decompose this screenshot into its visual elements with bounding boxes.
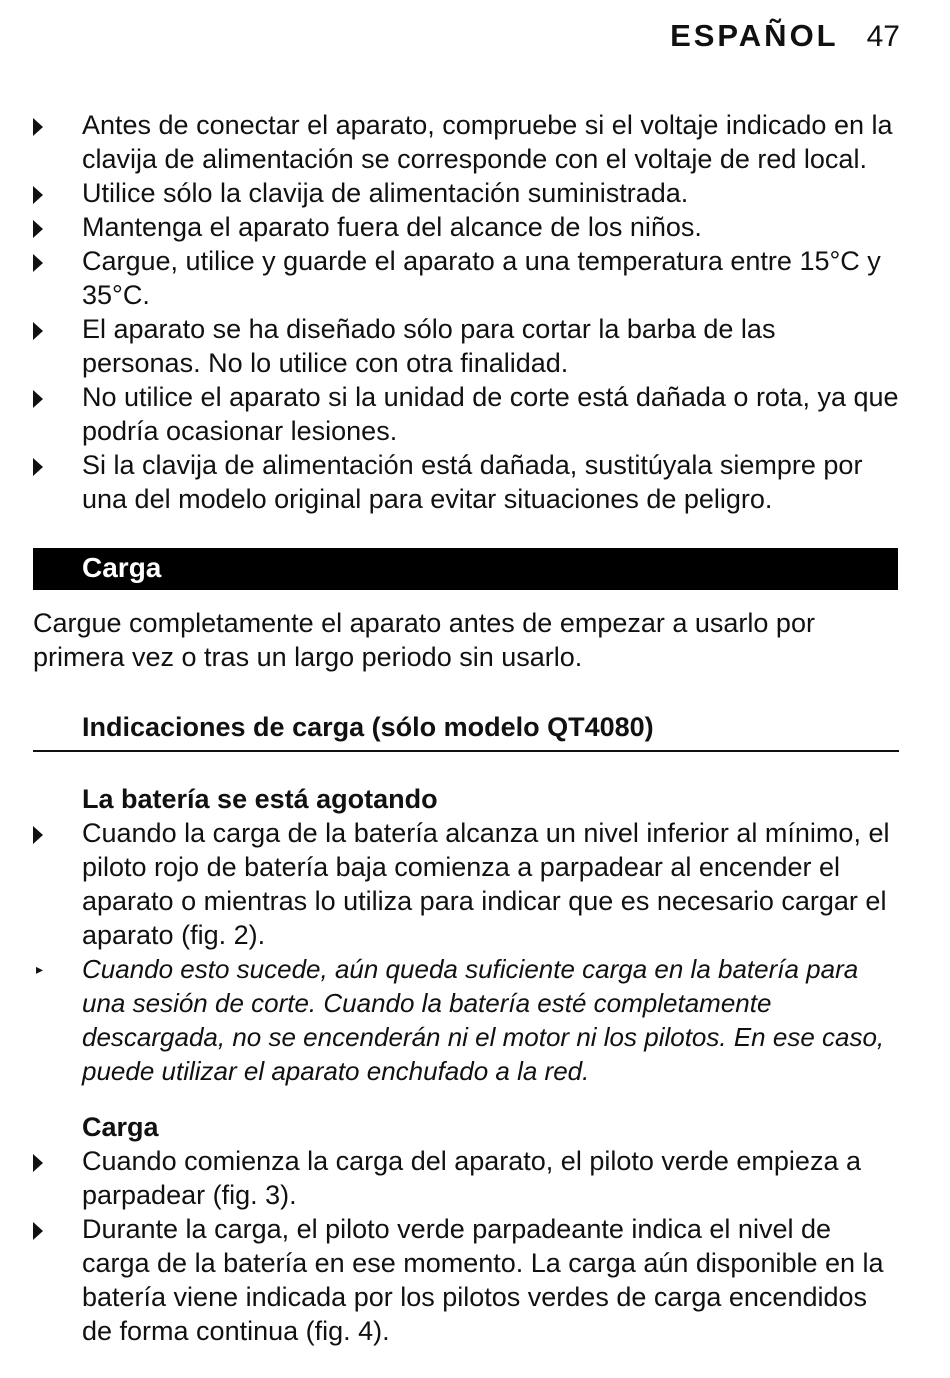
bullet-icon [33, 1222, 43, 1240]
list-item: Mantenga el aparato fuera del alcance de los niños. [33, 210, 899, 244]
section-title-bar: Carga [33, 548, 898, 590]
note-arrow-icon: ▸ [36, 961, 44, 977]
language-label: ESPAÑOL [670, 18, 839, 53]
note-item: ▸ Cuando esto sucede, aún queda suficiente carga en la batería para una sesión de corte. Cuando la batería esté completamente descargada, no se encenderán ni el motor ni los pilotos. En ese caso, puede utilizar el aparato enchufado a la red. [36, 954, 885, 1086]
bullet-icon [33, 390, 43, 408]
list-item: El aparato se ha diseñado sólo para cortar la barba de las personas. No lo utilice con otra finalidad. [33, 312, 899, 380]
page-number: 47 [866, 20, 900, 53]
bullet-icon [33, 826, 43, 844]
charging-heading: Carga [82, 1112, 159, 1142]
list-item: Si la clavija de alimentación está dañada, sustitúyala siempre por una del modelo original para evitar situaciones de peligro. [33, 448, 899, 516]
bullet-icon [33, 118, 43, 136]
page-header [670, 18, 900, 54]
list-item: Antes de conectar el aparato, compruebe si el voltaje indicado en la clavija de alimentación se corresponde con el voltaje de red local. [33, 108, 899, 176]
bullet-icon [33, 458, 43, 476]
list-item: No utilice el aparato si la unidad de corte está dañada o rota, ya que podría ocasionar lesiones. [33, 380, 899, 448]
list-item: Utilice sólo la clavija de alimentación suministrada. [33, 176, 899, 210]
bullet-icon [33, 186, 43, 204]
list-item: Durante la carga, el piloto verde parpadeante indica el nivel de carga de la batería en ese momento. La carga aún disponible en la batería viene indicada por los pilotos verdes de carga encendidos de forma continua (fig. 4). [33, 1212, 899, 1348]
list-item: Cargue, utilice y guarde el aparato a una temperatura entre 15°C y 35°C. [33, 244, 899, 312]
page-content [33, 108, 899, 1348]
bullet-icon [33, 254, 43, 272]
section-intro: Cargue completamente el aparato antes de empezar a usarlo por primera vez o tras un largo periodo sin usarlo. [33, 608, 815, 672]
list-item: Cuando comienza la carga del aparato, el piloto verde empieza a parpadear (fig. 3). [33, 1144, 899, 1212]
bullet-icon [33, 1154, 43, 1172]
subsection-heading: Indicaciones de carga (sólo modelo QT4080) [33, 710, 899, 752]
list-item: Cuando la carga de la batería alcanza un nivel inferior al mínimo, el piloto rojo de batería baja comienza a parpadear al encender el aparato o mientras lo utiliza para indicar que es necesario cargar el aparato (fig. 2). [33, 816, 899, 952]
bullet-icon [33, 220, 43, 238]
bullet-icon [33, 322, 43, 340]
low-battery-heading: La batería se está agotando [82, 784, 438, 814]
precautions-list [33, 108, 899, 516]
